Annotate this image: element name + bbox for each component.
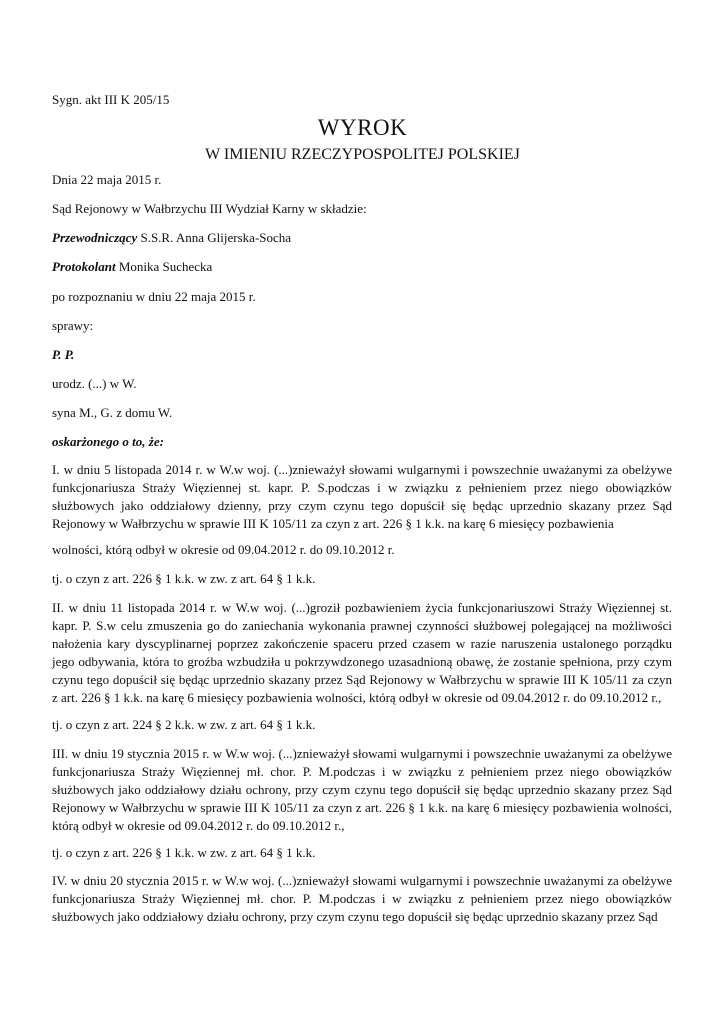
- charge-1-qualification: tj. o czyn z art. 226 § 1 k.k. w zw. z art. 64 § 1 k.k.: [52, 571, 316, 586]
- court-composition: Sąd Rejonowy w Wałbrzychu III Wydział Karny w składzie:: [52, 201, 367, 216]
- document-title: WYROK: [317, 115, 408, 140]
- charge-1-text: I. w dniu 5 listopada 2014 r. w W.w woj. (...)znieważył słowami wulgarnymi i powszechnie uważanymi za obelżywe funkcjonariusza Straży Więziennej st. kapr. P. S.podczas i w związku z pełnieniem przez niego obowiązków służbowych jako oddziałowy dzienny, przy czym czynu tego dopuścił się będąc uprzednio skazany przez Sąd Rejonowy w Wałbrzychu w sprawie III K 105/11 za czyn z art. 226 § 1 k.k. na karę 6 miesięcy pozbawienia: [52, 462, 672, 531]
- charge-2-qualification: tj. o czyn z art. 224 § 2 k.k. w zw. z art. 64 § 1 k.k.: [52, 717, 316, 732]
- charge-1-continuation: wolności, którą odbył w okresie od 09.04.2012 r. do 09.10.2012 r.: [52, 542, 395, 557]
- hearing-date: po rozpoznaniu w dniu 22 maja 2015 r.: [52, 289, 256, 304]
- document-subtitle: W IMIENIU RZECZYPOSPOLITEJ POLSKIEJ: [205, 146, 520, 163]
- charge-3-qualification: tj. o czyn z art. 226 § 1 k.k. w zw. z art. 64 § 1 k.k.: [52, 845, 316, 860]
- charge-4-text: IV. w dniu 20 stycznia 2015 r. w W.w woj. (...)znieważył słowami wulgarnymi i powszechnie uważanymi za obelżywe funkcjonariusza Straży Więziennej mł. chor. P. M.podczas i w związku z pełnieniem przez niego obowiązków służbowych jako oddziałowy działu ochrony, przy czym czynu tego dopuścił się będąc uprzednio skazany przez Sąd: [52, 873, 672, 924]
- birth-info: urodz. (...) w W.: [52, 376, 137, 391]
- charge-3-text: III. w dniu 19 stycznia 2015 r. w W.w woj. (...)znieważył słowami wulgarnymi i powszechnie uważanymi za obelżywe funkcjonariusza Straży Więziennej mł. chor. P. M.podczas i w związku z pełnieniem przez niego obowiązków służbowych jako oddziałowy działu ochrony, przy czym czynu tego dopuścił się będąc uprzednio skazany przez Sąd Rejonowy w Wałbrzychu w sprawie III K 105/11 za czyn z art. 226 § 1 k.k. na karę 6 miesięcy pozbawienia wolności, którą odbył w okresie od 09.04.2012 r. do 09.10.2012 r.,: [52, 746, 672, 833]
- defendant-name: P. P.: [52, 347, 75, 362]
- parents-info: syna M., G. z domu W.: [52, 405, 173, 420]
- clerk-name: Monika Suchecka: [115, 259, 213, 274]
- accused-label: oskarżonego o to, że:: [52, 434, 164, 449]
- clerk-line: [52, 259, 672, 275]
- presiding-judge-line: [52, 230, 672, 246]
- case-label: sprawy:: [52, 318, 94, 333]
- presiding-label: Przewodniczący: [52, 230, 138, 245]
- clerk-label: Protokolant: [52, 259, 116, 274]
- judgment-date: Dnia 22 maja 2015 r.: [52, 172, 162, 187]
- case-signature: Sygn. akt III K 205/15: [52, 92, 170, 107]
- charge-2-text: II. w dniu 11 listopada 2014 r. w W.w woj. (...)groził pozbawieniem życia funkcjonariuszowi Straży Więziennej st. kapr. P. S.w celu zmuszenia go do zaniechania wykonania prawnej czynności służbowej polegającej na możliwości nałożenia kary dyscyplinarnej poprzez zakończenie spaceru przed czasem w razie naruszenia ustalonego porządku jego odbywania, która to groźba wzbudziła u pokrzywdzonego uzasadnioną obawę, że zostanie spełniona, przy czym czynu tego dopuścił się będąc uprzednio skazany przez Sąd Rejonowy w Wałbrzychu w sprawie III K 105/11 za czyn z art. 226 § 1 k.k. na karę 6 miesięcy pozbawienia wolności, którą odbył w okresie od 09.04.2012 r. do 09.10.2012 r.,: [52, 600, 672, 705]
- presiding-name: S.S.R. Anna Glijerska-Socha: [137, 230, 292, 245]
